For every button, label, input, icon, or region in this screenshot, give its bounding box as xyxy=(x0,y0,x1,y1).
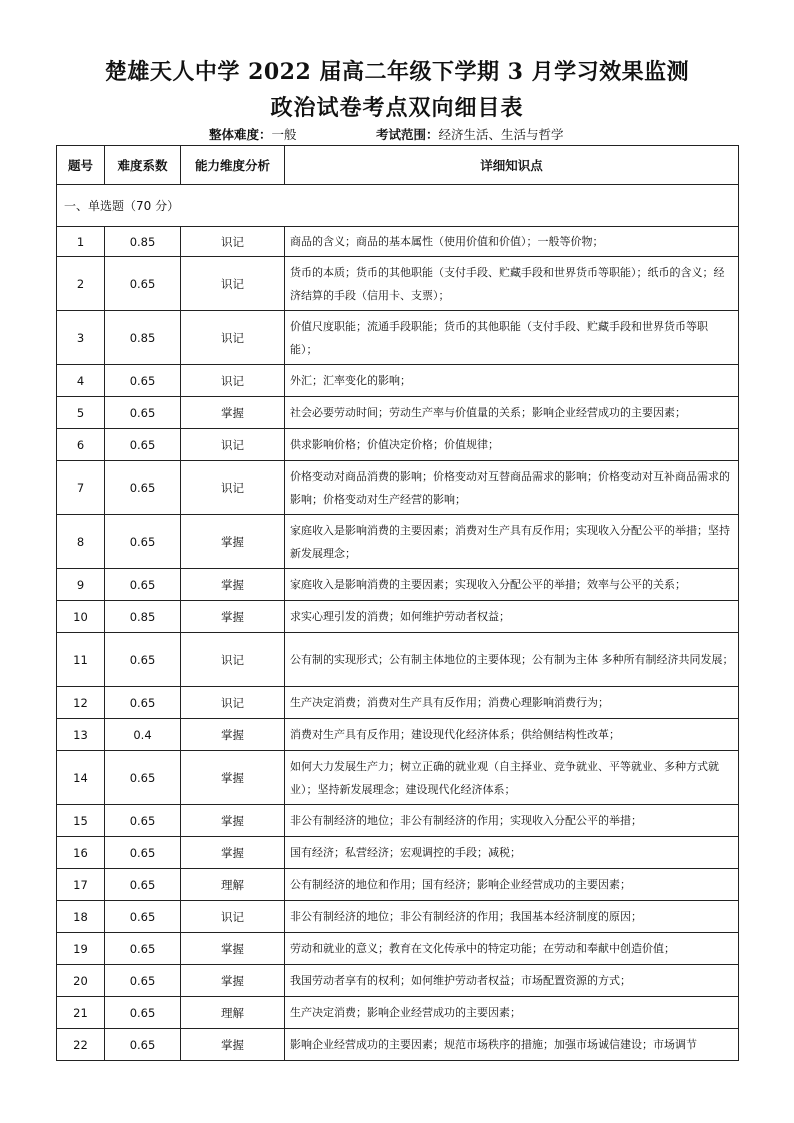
table-row xyxy=(57,751,739,805)
ability-dimension: 识记 xyxy=(181,365,285,397)
difficulty-coefficient: 0.4 xyxy=(105,719,181,751)
table-row xyxy=(57,601,739,633)
knowledge-points: 价格变动对商品消费的影响；价格变动对互替商品需求的影响；价格变动对互补商品需求的影响；价格变动对生产经营的影响； xyxy=(285,461,739,515)
ability-dimension: 掌握 xyxy=(181,837,285,869)
question-number: 8 xyxy=(57,515,105,569)
knowledge-points: 生产决定消费；影响企业经营成功的主要因素； xyxy=(285,997,739,1029)
table-row xyxy=(57,997,739,1029)
question-number: 17 xyxy=(57,869,105,901)
difficulty-coefficient: 0.85 xyxy=(105,311,181,365)
difficulty-coefficient: 0.65 xyxy=(105,257,181,311)
difficulty-coefficient: 0.65 xyxy=(105,965,181,997)
question-number: 3 xyxy=(57,311,105,365)
ability-dimension: 识记 xyxy=(181,901,285,933)
ability-dimension: 掌握 xyxy=(181,397,285,429)
knowledge-points: 价值尺度职能；流通手段职能；货币的其他职能（支付手段、贮藏手段和世界货币等职能）； xyxy=(285,311,739,365)
difficulty-coefficient: 0.65 xyxy=(105,429,181,461)
table-row xyxy=(57,687,739,719)
ability-dimension: 掌握 xyxy=(181,515,285,569)
ability-dimension: 掌握 xyxy=(181,719,285,751)
knowledge-points: 供求影响价格；价值决定价格；价值规律； xyxy=(285,429,739,461)
knowledge-points: 社会必要劳动时间；劳动生产率与价值量的关系；影响企业经营成功的主要因素； xyxy=(285,397,739,429)
difficulty-coefficient: 0.65 xyxy=(105,633,181,687)
ability-dimension: 识记 xyxy=(181,461,285,515)
table-row xyxy=(57,311,739,365)
knowledge-point-table xyxy=(56,145,739,1061)
ability-dimension: 识记 xyxy=(181,687,285,719)
difficulty-coefficient: 0.65 xyxy=(105,515,181,569)
question-number: 1 xyxy=(57,227,105,257)
difficulty-coefficient: 0.65 xyxy=(105,837,181,869)
ability-dimension: 识记 xyxy=(181,257,285,311)
table-row xyxy=(57,965,739,997)
question-number: 19 xyxy=(57,933,105,965)
scope-value: 经济生活、生活与哲学 xyxy=(438,127,564,142)
table-row xyxy=(57,901,739,933)
ability-dimension: 识记 xyxy=(181,227,285,257)
col-header-ability: 能力维度分析 xyxy=(181,146,285,185)
question-number: 20 xyxy=(57,965,105,997)
question-number: 21 xyxy=(57,997,105,1029)
table-row xyxy=(57,429,739,461)
table-row xyxy=(57,933,739,965)
knowledge-points: 外汇；汇率变化的影响； xyxy=(285,365,739,397)
document-title: 楚雄天人中学 2022 届高二年级下学期 3 月学习效果监测 xyxy=(104,59,690,85)
difficulty-coefficient: 0.65 xyxy=(105,869,181,901)
difficulty-coefficient: 0.65 xyxy=(105,997,181,1029)
ability-dimension: 掌握 xyxy=(181,965,285,997)
scope-info xyxy=(376,125,564,143)
difficulty-info xyxy=(209,125,297,143)
section-label: 一、单选题（70 分） xyxy=(57,185,739,227)
question-number: 7 xyxy=(57,461,105,515)
question-number: 13 xyxy=(57,719,105,751)
table-row xyxy=(57,227,739,257)
question-number: 15 xyxy=(57,805,105,837)
scope-label: 考试范围： xyxy=(376,127,439,142)
table-row xyxy=(57,397,739,429)
question-number: 10 xyxy=(57,601,105,633)
col-header-difficulty: 难度系数 xyxy=(105,146,181,185)
knowledge-points: 消费对生产具有反作用；建设现代化经济体系；供给侧结构性改革； xyxy=(285,719,739,751)
knowledge-points: 商品的含义；商品的基本属性（使用价值和价值）；一般等价物； xyxy=(285,227,739,257)
knowledge-points: 生产决定消费；消费对生产具有反作用；消费心理影响消费行为； xyxy=(285,687,739,719)
difficulty-coefficient: 0.85 xyxy=(105,227,181,257)
difficulty-coefficient: 0.65 xyxy=(105,397,181,429)
difficulty-coefficient: 0.65 xyxy=(105,751,181,805)
difficulty-coefficient: 0.65 xyxy=(105,933,181,965)
question-number: 9 xyxy=(57,569,105,601)
table-row xyxy=(57,633,739,687)
question-number: 6 xyxy=(57,429,105,461)
difficulty-coefficient: 0.85 xyxy=(105,601,181,633)
question-number: 16 xyxy=(57,837,105,869)
knowledge-points: 如何大力发展生产力；树立正确的就业观（自主择业、竞争就业、平等就业、多种方式就业）；坚持新发展理念；建设现代化经济体系； xyxy=(285,751,739,805)
ability-dimension: 掌握 xyxy=(181,933,285,965)
knowledge-points: 影响企业经营成功的主要因素；规范市场秩序的措施；加强市场诚信建设；市场调节 xyxy=(285,1029,739,1061)
difficulty-coefficient: 0.65 xyxy=(105,687,181,719)
difficulty-coefficient: 0.65 xyxy=(105,365,181,397)
table-row xyxy=(57,805,739,837)
ability-dimension: 掌握 xyxy=(181,1029,285,1061)
question-number: 18 xyxy=(57,901,105,933)
ability-dimension: 掌握 xyxy=(181,751,285,805)
difficulty-value: 一般 xyxy=(271,127,297,142)
section-row xyxy=(57,185,739,227)
col-header-number: 题号 xyxy=(57,146,105,185)
table-row xyxy=(57,837,739,869)
table-row xyxy=(57,257,739,311)
knowledge-points: 我国劳动者享有的权利；如何维护劳动者权益；市场配置资源的方式； xyxy=(285,965,739,997)
knowledge-points: 非公有制经济的地位；非公有制经济的作用；实现收入分配公平的举措； xyxy=(285,805,739,837)
difficulty-coefficient: 0.65 xyxy=(105,805,181,837)
knowledge-points: 货币的本质；货币的其他职能（支付手段、贮藏手段和世界货币等职能）；纸币的含义；经济结算的手段（信用卡、支票）； xyxy=(285,257,739,311)
question-number: 12 xyxy=(57,687,105,719)
ability-dimension: 掌握 xyxy=(181,569,285,601)
table-row xyxy=(57,869,739,901)
question-number: 5 xyxy=(57,397,105,429)
difficulty-coefficient: 0.65 xyxy=(105,1029,181,1061)
difficulty-label: 整体难度： xyxy=(209,127,272,142)
knowledge-points: 劳动和就业的意义；教育在文化传承中的特定功能；在劳动和奉献中创造价值； xyxy=(285,933,739,965)
ability-dimension: 识记 xyxy=(181,429,285,461)
col-header-detail: 详细知识点 xyxy=(285,146,739,185)
ability-dimension: 掌握 xyxy=(181,805,285,837)
knowledge-points: 家庭收入是影响消费的主要因素；消费对生产具有反作用；实现收入分配公平的举措；坚持新发展理念； xyxy=(285,515,739,569)
ability-dimension: 理解 xyxy=(181,869,285,901)
document-subtitle: 政治试卷考点双向细目表 xyxy=(270,95,524,121)
question-number: 22 xyxy=(57,1029,105,1061)
table-row xyxy=(57,719,739,751)
knowledge-points: 公有制经济的地位和作用；国有经济；影响企业经营成功的主要因素； xyxy=(285,869,739,901)
table-row xyxy=(57,1029,739,1061)
question-number: 2 xyxy=(57,257,105,311)
ability-dimension: 掌握 xyxy=(181,601,285,633)
ability-dimension: 识记 xyxy=(181,311,285,365)
difficulty-coefficient: 0.65 xyxy=(105,901,181,933)
knowledge-points: 非公有制经济的地位；非公有制经济的作用；我国基本经济制度的原因； xyxy=(285,901,739,933)
table-row xyxy=(57,569,739,601)
question-number: 4 xyxy=(57,365,105,397)
table-header-row xyxy=(57,146,739,185)
knowledge-points: 公有制的实现形式；公有制主体地位的主要体现；公有制为主体 多种所有制经济共同发展； xyxy=(285,633,739,687)
table-row xyxy=(57,515,739,569)
knowledge-points: 求实心理引发的消费；如何维护劳动者权益； xyxy=(285,601,739,633)
table-row xyxy=(57,461,739,515)
ability-dimension: 识记 xyxy=(181,633,285,687)
knowledge-points: 家庭收入是影响消费的主要因素；实现收入分配公平的举措；效率与公平的关系； xyxy=(285,569,739,601)
question-number: 14 xyxy=(57,751,105,805)
ability-dimension: 理解 xyxy=(181,997,285,1029)
difficulty-coefficient: 0.65 xyxy=(105,461,181,515)
table-row xyxy=(57,365,739,397)
difficulty-coefficient: 0.65 xyxy=(105,569,181,601)
knowledge-points: 国有经济；私营经济；宏观调控的手段；减税； xyxy=(285,837,739,869)
question-number: 11 xyxy=(57,633,105,687)
